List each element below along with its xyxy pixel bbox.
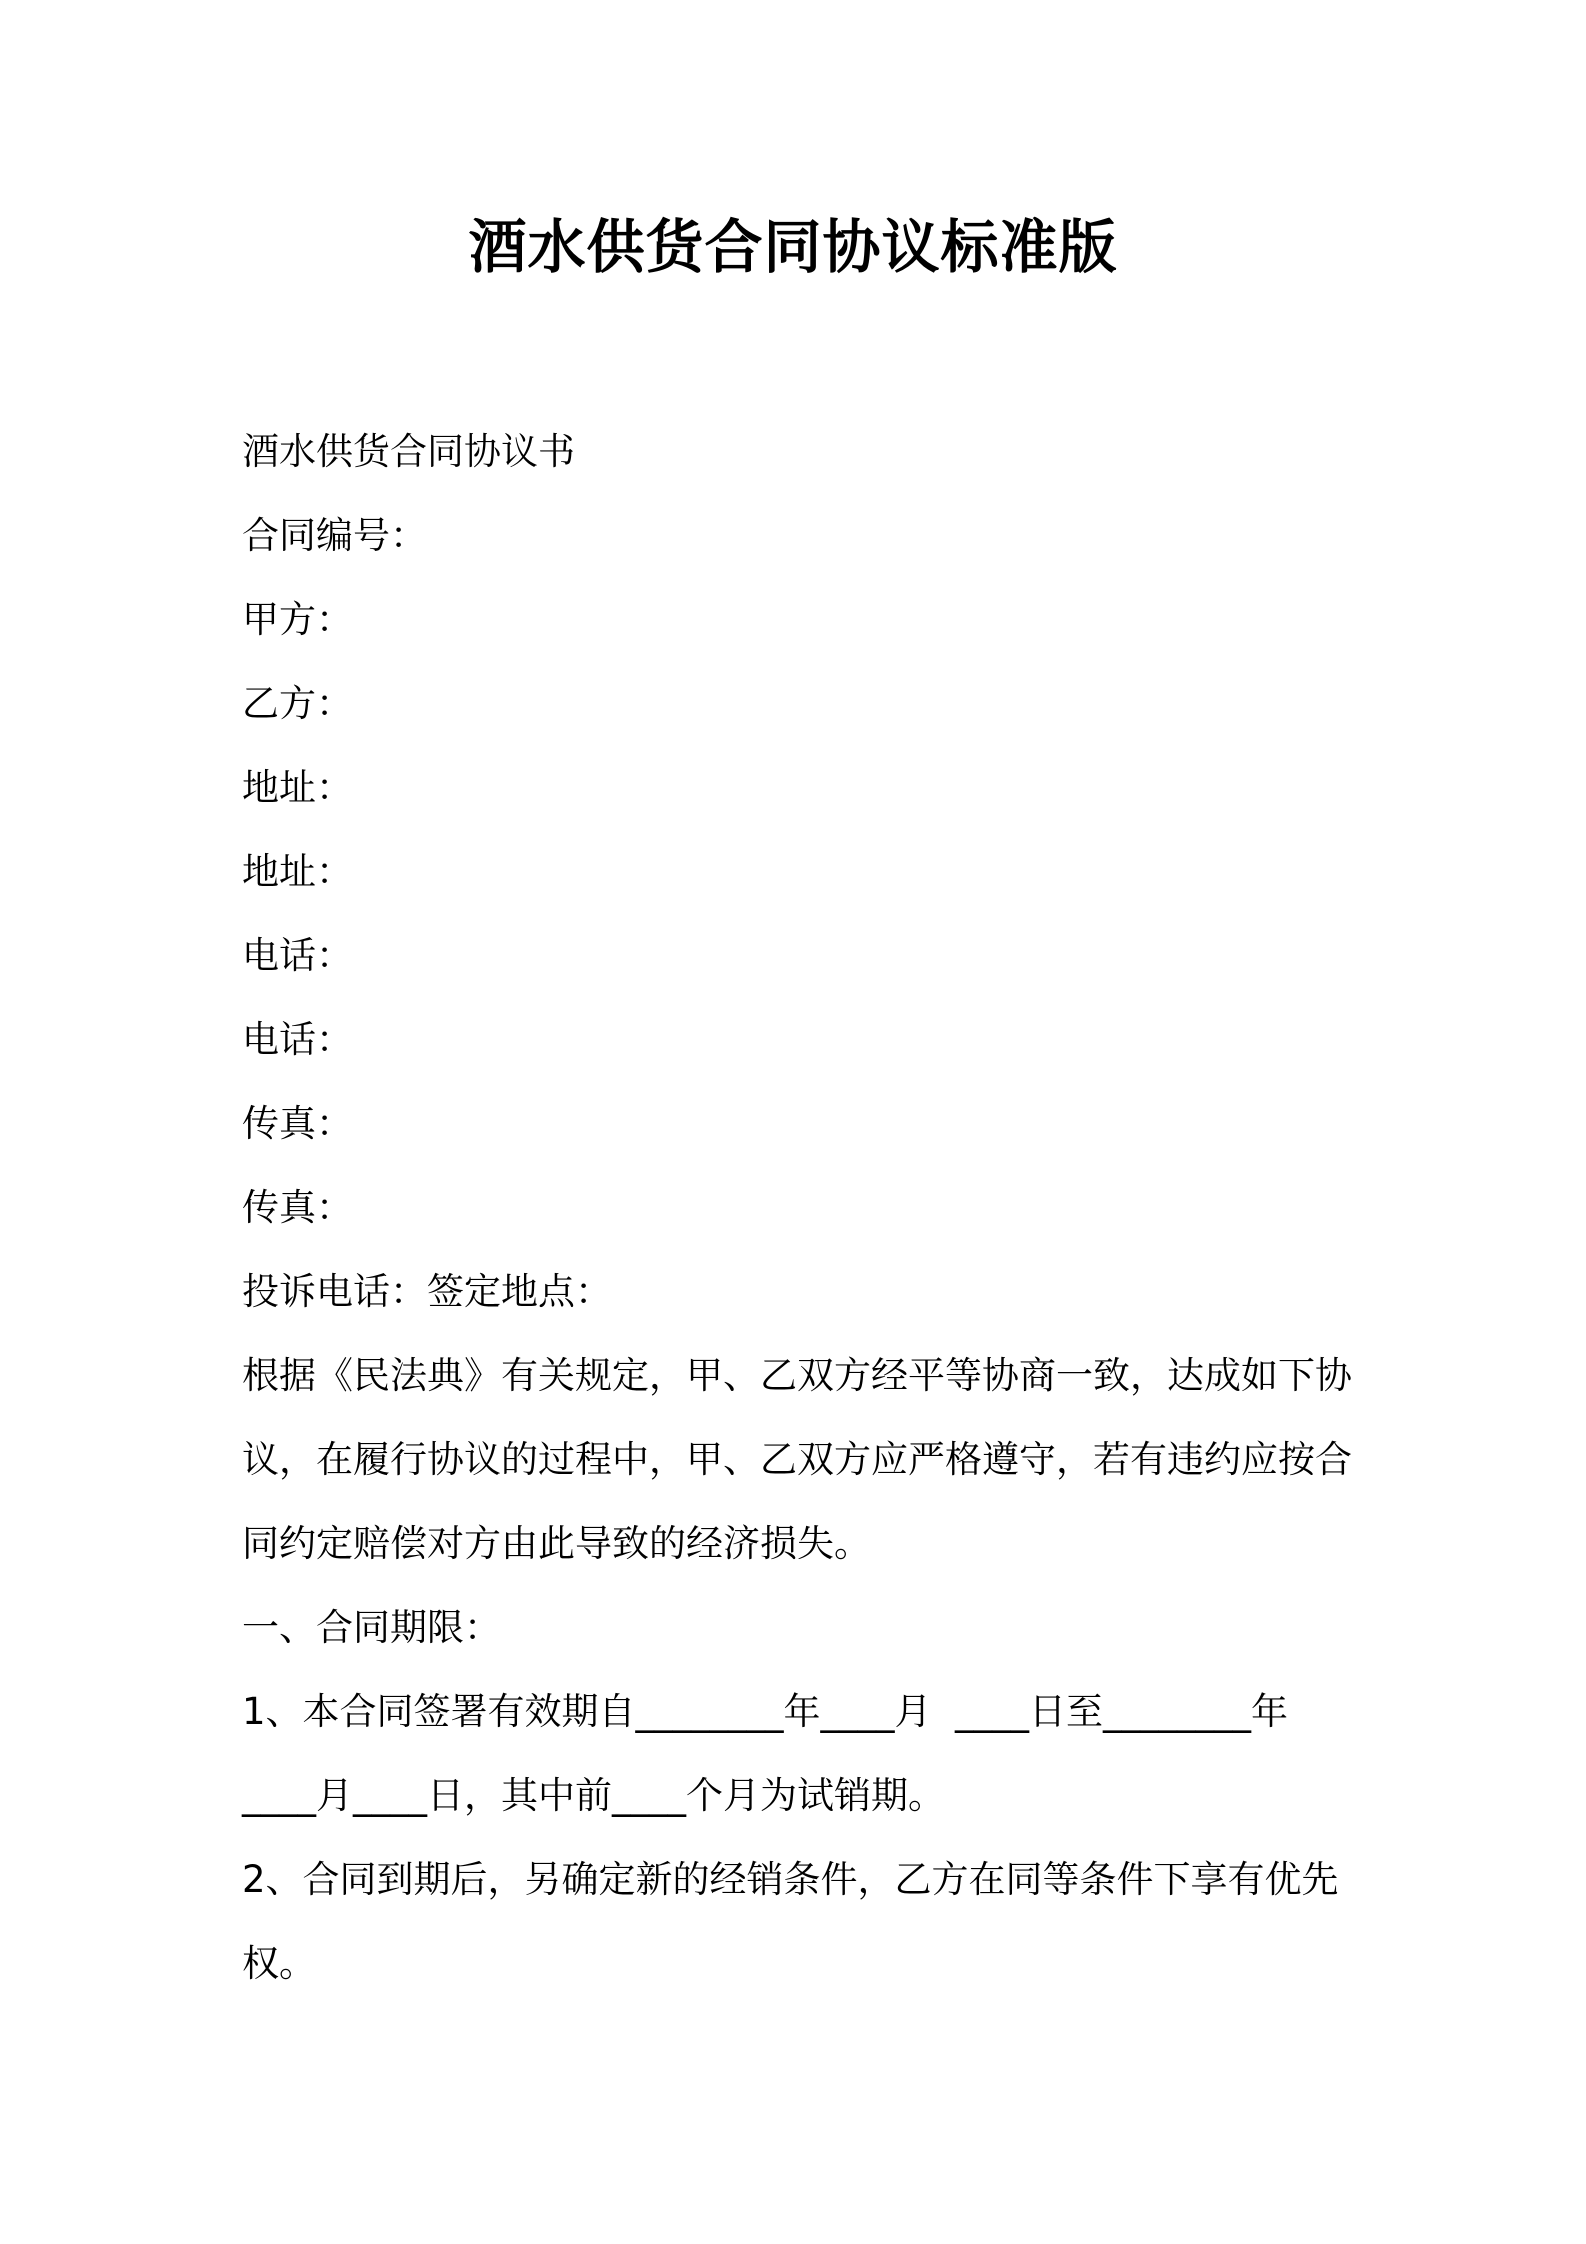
document-title: 酒水供货合同协议标准版 [468,213,1118,281]
phone-a-field: 电话： [242,934,353,977]
fax-b-field: 传真： [242,1186,353,1229]
intro-paragraph-line-2: 议，在履行协议的过程中，甲、乙双方应严格遵守，若有违约应按合 [242,1438,1352,1481]
intro-paragraph-line-3: 同约定赔偿对方由此导致的经济损失。 [242,1522,871,1565]
phone-b-field: 电话： [242,1018,353,1061]
clause-2-line-1: 2、合同到期后，另确定新的经销条件，乙方在同等条件下享有优先 [242,1858,1339,1901]
complaint-phone-and-location: 投诉电话：签定地点： [242,1270,612,1313]
intro-paragraph-line-1: 根据《民法典》有关规定，甲、乙双方经平等协商一致，达成如下协 [242,1354,1352,1397]
address-b-field: 地址： [242,850,353,893]
clause-1-line-1: 1、本合同签署有效期自________年____月 ____日至________年 [242,1690,1289,1733]
party-b-field: 乙方： [242,682,353,725]
party-a-field: 甲方： [242,598,353,641]
clause-2-line-2: 权。 [242,1942,316,1985]
address-a-field: 地址： [242,766,353,809]
section-heading-contract-term: 一、合同期限： [242,1606,501,1649]
fax-a-field: 传真： [242,1102,353,1145]
contract-number-field: 合同编号： [242,514,427,557]
subtitle: 酒水供货合同协议书 [242,430,575,473]
clause-1-line-2: ____月____日，其中前____个月为试销期。 [242,1774,945,1817]
document-body [242,410,1362,2006]
